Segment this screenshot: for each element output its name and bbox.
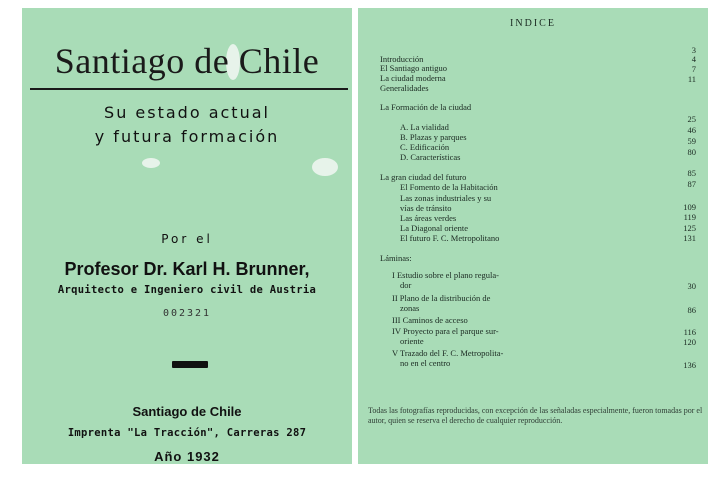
index-entry-label: A. La vialidad [400, 122, 449, 132]
index-entry-label: vías de tránsito [400, 203, 452, 213]
ornament-bar [172, 361, 208, 368]
index-entry-page: 119 [683, 212, 696, 222]
index-entry-page: 85 [687, 168, 696, 178]
index-entry-page: 3 [691, 45, 696, 55]
index-entry-label: El Fomento de la Habitación [400, 182, 498, 192]
index-page [358, 8, 708, 464]
index-entry-label: V Trazado del F. C. Metropolita- [392, 348, 504, 358]
index-entry-page: 7 [691, 64, 696, 74]
publication-year: Año 1932 [154, 449, 220, 464]
scan-damage [312, 158, 338, 176]
index-entry-page: 11 [687, 74, 696, 84]
index-entry-page: 136 [683, 360, 696, 370]
index-entry-label: no en el centro [400, 358, 451, 368]
scan-damage [142, 158, 160, 168]
index-heading: INDICE [510, 18, 556, 29]
index-entry-page: 86 [687, 305, 696, 315]
index-entry-page: 25 [687, 114, 696, 124]
subtitle-line-2: y futura formación [94, 127, 280, 146]
index-entry-label: Introducción [380, 54, 424, 64]
author-role: Arquitecto e Ingeniero civil de Austria [57, 284, 317, 296]
title-page [22, 8, 352, 464]
index-section-laminas: Láminas: [380, 253, 412, 263]
index-entry-label: La Diagonal oriente [400, 223, 468, 233]
index-entry-label: Las zonas industriales y su [400, 193, 492, 203]
index-entry-label: oriente [400, 336, 424, 346]
inventory-stamp: 002321 [162, 308, 212, 319]
title-rule [30, 88, 348, 90]
index-entry-label: dor [400, 280, 412, 290]
index-entry-page: 109 [683, 202, 696, 212]
photo-credit-note: Todas las fotografías reproducidas, con excepción de las señaladas especialmente, fueron tomadas por el autor, quien se reserva el derecho de cualquier reproducción. [368, 406, 703, 425]
index-entry-label: II Plano de la distribución de [392, 293, 491, 303]
index-entry-page: 30 [687, 281, 696, 291]
index-entry-page: 131 [683, 233, 696, 243]
index-entry-label: B. Plazas y parques [400, 132, 467, 142]
index-section-futuro: La gran ciudad del futuro [380, 172, 467, 182]
index-entry-page: 116 [683, 327, 696, 337]
index-entry-page: 4 [691, 54, 696, 64]
author-name: Profesor Dr. Karl H. Brunner, [64, 259, 310, 279]
index-entry-label: C. Edificación [400, 142, 450, 152]
index-entry-label: zonas [400, 303, 420, 313]
index-entry-page: 59 [687, 136, 696, 146]
index-entry-label: El futuro F. C. Metropolitano [400, 233, 500, 243]
index-entry-page: 120 [683, 337, 696, 347]
index-entry-page: 46 [687, 125, 696, 135]
index-entry-page: 87 [687, 179, 696, 189]
publication-city: Santiago de Chile [132, 404, 242, 419]
index-entry-label: Generalidades [380, 83, 429, 93]
index-entry-label: D. Características [400, 152, 461, 162]
index-entry-label: Las áreas verdes [400, 213, 457, 223]
book-title: Santiago de Chile [54, 41, 320, 81]
index-entry-label: III Caminos de acceso [392, 315, 468, 325]
printer-line: Imprenta "La Tracción", Carreras 287 [67, 427, 307, 439]
index-entry-label: El Santiago antiguo [380, 63, 448, 73]
index-entry-label: I Estudio sobre el plano regula- [392, 270, 499, 280]
index-entry-page: 80 [687, 147, 696, 157]
subtitle-line-1: Su estado actual [104, 103, 270, 122]
by-label: Por el [161, 232, 213, 246]
index-section-formacion: La Formación de la ciudad [380, 102, 472, 112]
index-entry-label: La ciudad moderna [380, 73, 446, 83]
index-entry-label: IV Proyecto para el parque sur- [392, 326, 499, 336]
index-entry-page: 125 [683, 223, 696, 233]
